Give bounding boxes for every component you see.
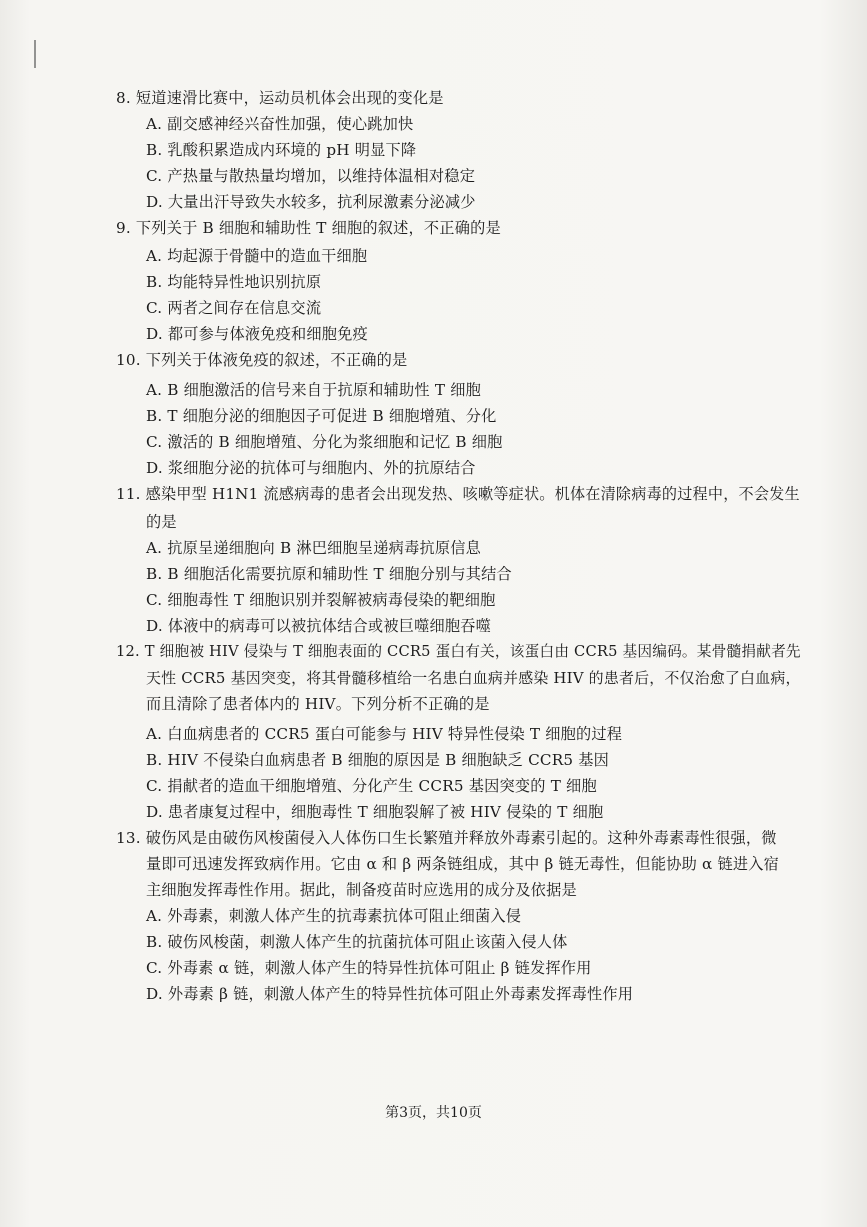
question-10-option-b: B. T 细胞分泌的细胞因子可促进 B 细胞增殖、分化 — [146, 407, 497, 425]
question-9-option-a: A. 均起源于骨髓中的造血干细胞 — [146, 247, 368, 265]
question-11-option-d: D. 体液中的病毒可以被抗体结合或被巨噬细胞吞噬 — [146, 617, 492, 635]
question-11-stem-line-1: 11. 感染甲型 H1N1 流感病毒的患者会出现发热、咳嗽等症状。机体在清除病毒的过程中，不会发生 — [116, 485, 800, 503]
question-10-option-a: A. B 细胞激活的信号来自于抗原和辅助性 T 细胞 — [146, 381, 481, 399]
question-8-option-c: C. 产热量与散热量均增加，以维持体温相对稳定 — [146, 167, 476, 185]
question-9-option-b: B. 均能特异性地识别抗原 — [146, 273, 322, 291]
page-number-footer: 第3页，共10页 — [385, 1105, 482, 1121]
scan-edge-mark — [34, 40, 36, 68]
question-8-option-d: D. 大量出汗导致失水较多，抗利尿激素分泌减少 — [146, 193, 476, 211]
question-13-stem-line-3: 主细胞发挥毒性作用。据此，制备疫苗时应选用的成分及依据是 — [146, 881, 577, 899]
question-12-option-a: A. 白血病患者的 CCR5 蛋白可能参与 HIV 特异性侵染 T 细胞的过程 — [146, 725, 623, 743]
question-13-option-d: D. 外毒素 β 链，刺激人体产生的特异性抗体可阻止外毒素发挥毒性作用 — [146, 985, 634, 1003]
question-12-option-d: D. 患者康复过程中，细胞毒性 T 细胞裂解了被 HIV 侵染的 T 细胞 — [146, 803, 604, 821]
question-12-option-b: B. HIV 不侵染白血病患者 B 细胞的原因是 B 细胞缺乏 CCR5 基因 — [146, 751, 610, 769]
question-13-option-b: B. 破伤风梭菌，刺激人体产生的抗菌抗体可阻止该菌入侵人体 — [146, 933, 568, 951]
question-13-option-a: A. 外毒素，刺激人体产生的抗毒素抗体可阻止细菌入侵 — [146, 907, 522, 925]
question-11-option-a: A. 抗原呈递细胞向 B 淋巴细胞呈递病毒抗原信息 — [146, 539, 482, 557]
question-10-option-d: D. 浆细胞分泌的抗体可与细胞内、外的抗原结合 — [146, 459, 476, 477]
question-13-stem-line-1: 13. 破伤风是由破伤风梭菌侵入人体伤口生长繁殖并释放外毒素引起的。这种外毒素毒性很强，微 — [116, 829, 777, 847]
question-9-option-c: C. 两者之间存在信息交流 — [146, 299, 322, 317]
question-8-stem: 8. 短道速滑比赛中，运动员机体会出现的变化是 — [116, 89, 444, 107]
question-8-option-a: A. 副交感神经兴奋性加强，使心跳加快 — [146, 115, 414, 133]
question-11-option-c: C. 细胞毒性 T 细胞识别并裂解被病毒侵染的靶细胞 — [146, 591, 496, 609]
question-8-option-b: B. 乳酸积累造成内环境的 pH 明显下降 — [146, 141, 417, 159]
question-10-option-c: C. 激活的 B 细胞增殖、分化为浆细胞和记忆 B 细胞 — [146, 433, 503, 451]
question-11-option-b: B. B 细胞活化需要抗原和辅助性 T 细胞分别与其结合 — [146, 565, 512, 583]
question-12-stem-line-3: 而且清除了患者体内的 HIV。下列分析不正确的是 — [146, 695, 490, 713]
question-9-option-d: D. 都可参与体液免疫和细胞免疫 — [146, 325, 368, 343]
question-12-stem-line-1: 12. T 细胞被 HIV 侵染与 T 细胞表面的 CCR5 蛋白有关，该蛋白由 CCR5 基因编码。某骨髓捐献者先 — [116, 643, 801, 660]
question-9-stem: 9. 下列关于 B 细胞和辅助性 T 细胞的叙述，不正确的是 — [116, 219, 501, 237]
question-10-stem: 10. 下列关于体液免疫的叙述，不正确的是 — [116, 351, 408, 369]
question-11-stem-line-2: 的是 — [146, 513, 177, 531]
question-13-option-c: C. 外毒素 α 链，刺激人体产生的特异性抗体可阻止 β 链发挥作用 — [146, 959, 592, 977]
question-13-stem-line-2: 量即可迅速发挥致病作用。它由 α 和 β 两条链组成，其中 β 链无毒性，但能协助 α 链进入宿 — [146, 855, 780, 873]
question-12-stem-line-2: 天性 CCR5 基因突变，将其骨髓移植给一名患白血病并感染 HIV 的患者后，不仅治愈了白血病， — [146, 669, 801, 687]
question-12-option-c: C. 捐献者的造血干细胞增殖、分化产生 CCR5 基因突变的 T 细胞 — [146, 777, 597, 795]
